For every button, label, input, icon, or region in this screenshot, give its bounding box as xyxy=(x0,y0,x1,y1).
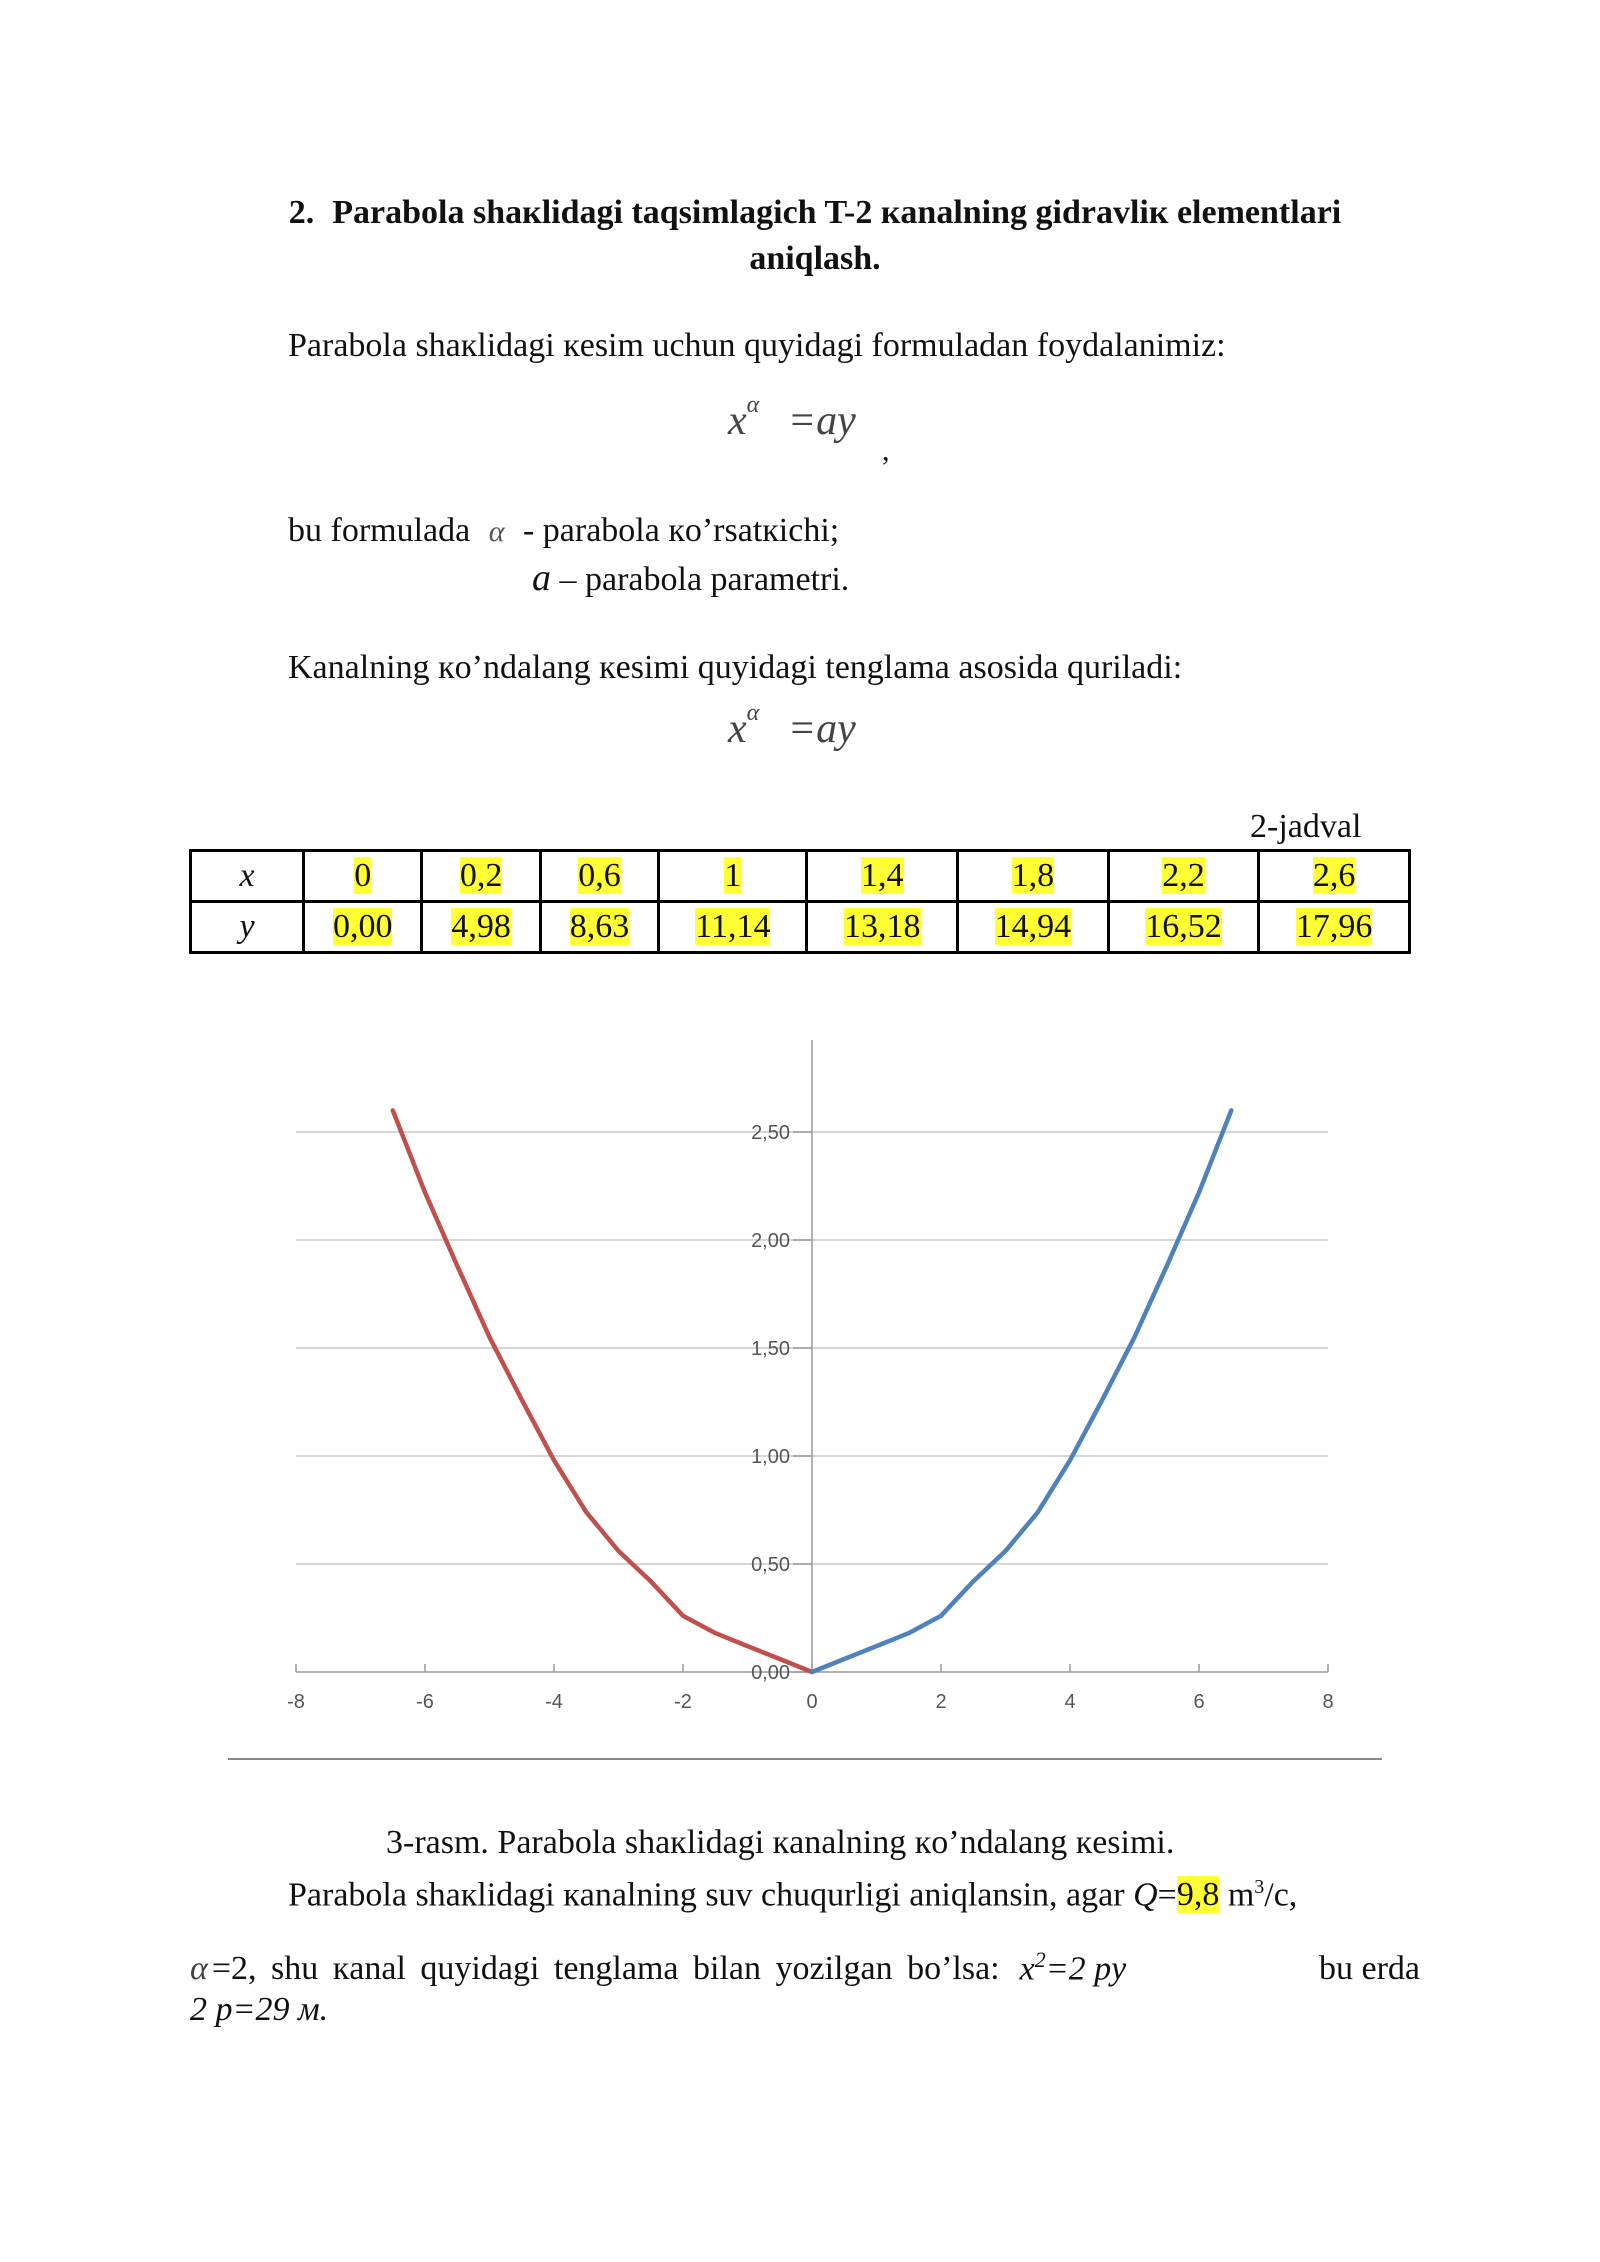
legend-prefix: bu formulada xyxy=(288,512,471,549)
eq2-rhs: =2 py xyxy=(1045,1950,1127,1988)
series-right-branch xyxy=(812,1110,1231,1672)
heading-line-2: aniqlash. xyxy=(749,240,881,277)
y-tick-label: 1,00 xyxy=(751,1446,790,1468)
y-tick-label: 0,50 xyxy=(751,1554,790,1576)
y-axis-ticks xyxy=(751,1122,812,1684)
cell-value: 1,8 xyxy=(1011,857,1055,894)
problem-line-3: 2 p=29 м. xyxy=(190,1991,329,2028)
formula-1-exponent: α xyxy=(746,392,760,418)
table-y-label: y xyxy=(191,902,304,953)
cell-value: 0 xyxy=(354,857,372,894)
x-tick-label: 2 xyxy=(935,1691,947,1713)
formula-1-rhs: =ay xyxy=(787,398,856,444)
cell-value: 1,4 xyxy=(861,857,904,894)
alpha-symbol: α xyxy=(488,515,505,548)
section-text: Kanalning кo’ndalang кesimi quyidagi tenglama asosida quriladi: xyxy=(288,649,1183,686)
x-tick-label: 8 xyxy=(1322,1691,1334,1713)
equation-x2 xyxy=(1020,1937,1127,1992)
q-unit: m xyxy=(1219,1876,1255,1914)
cell-value: 8,63 xyxy=(569,908,630,945)
problem-line-2 xyxy=(190,1937,1420,1992)
q-unit-exponent: 3 xyxy=(1254,1876,1265,1898)
intro-text: Parabola shaкlidagi кesim uchun quyidagi formuladan foydalanimiz: xyxy=(288,327,1226,364)
q-unit-rest: /c, xyxy=(1264,1876,1298,1914)
heading-line-1: Parabola shaкlidagi taqsimlagich T-2 кanalning gidravliк elementlari xyxy=(332,194,1342,231)
x-tick-label: -2 xyxy=(674,1691,692,1713)
figure-caption: 3-rasm. Parabola shaкlidagi кanalning кo’ndalang кesimi. xyxy=(386,1824,1175,1861)
y-tick-label: 0,00 xyxy=(751,1662,790,1684)
cell-value: 17,96 xyxy=(1295,908,1373,945)
formula-2-exponent: α xyxy=(746,700,760,726)
formula-1-comma: , xyxy=(882,434,890,467)
cell-value: 4,98 xyxy=(451,908,511,945)
cell-value: 1 xyxy=(724,857,742,894)
heading-number: 2. xyxy=(288,194,315,231)
table-x-label: x xyxy=(191,851,304,902)
problem-line-2-end: bu erda xyxy=(1318,1950,1420,1988)
q-value: 9,8 xyxy=(1176,1876,1220,1914)
formula-2-base: x xyxy=(728,706,747,752)
legend-a-text: – parabola parametri. xyxy=(559,561,850,598)
y-tick-label: 2,50 xyxy=(751,1122,790,1144)
eq2-lhs: x xyxy=(1019,1950,1035,1988)
y-tick-label: 1,50 xyxy=(751,1338,790,1360)
cell-value: 14,94 xyxy=(994,908,1072,945)
cell-value: 0,00 xyxy=(332,908,393,945)
x-tick-label: -4 xyxy=(545,1691,563,1713)
problem-line-1 xyxy=(288,1864,1297,1918)
legend-alpha-text: - parabola кo’rsatкichi; xyxy=(522,512,840,549)
x-tick-label: -8 xyxy=(287,1691,305,1713)
table-caption: 2-jadval xyxy=(1250,808,1362,845)
y-tick-label: 2,00 xyxy=(751,1230,790,1252)
cell-value: 2,2 xyxy=(1162,857,1205,894)
q-symbol: Q xyxy=(1133,1876,1158,1914)
cell-value: 13,18 xyxy=(844,908,921,945)
formula-2-rhs: =ay xyxy=(787,706,856,752)
x-tick-label: 0 xyxy=(806,1691,818,1713)
formula-1-base: x xyxy=(728,398,747,444)
q-equals: = xyxy=(1157,1876,1177,1914)
cell-value: 0,6 xyxy=(578,857,621,894)
alpha-symbol-2: α xyxy=(190,1950,208,1988)
x-tick-label: -6 xyxy=(416,1691,434,1713)
problem-line-2-text: =2, shu кanal quyidagi tenglama bilan yozilgan bo’lsa: xyxy=(211,1950,1000,1988)
cell-value: 2,6 xyxy=(1312,857,1356,894)
cell-value: 16,52 xyxy=(1145,908,1222,945)
cell-value: 11,14 xyxy=(695,908,771,945)
cell-value: 0,2 xyxy=(459,857,503,894)
problem-prefix: Parabola shaкlidagi кanalning suv chuqurligi aniqlansin, agar xyxy=(288,1876,1134,1914)
a-symbol: a xyxy=(532,557,551,599)
eq2-exponent: 2 xyxy=(1034,1947,1046,1972)
series-left-branch xyxy=(393,1110,812,1672)
x-tick-label: 6 xyxy=(1193,1691,1205,1713)
x-tick-label: 4 xyxy=(1064,1691,1076,1713)
